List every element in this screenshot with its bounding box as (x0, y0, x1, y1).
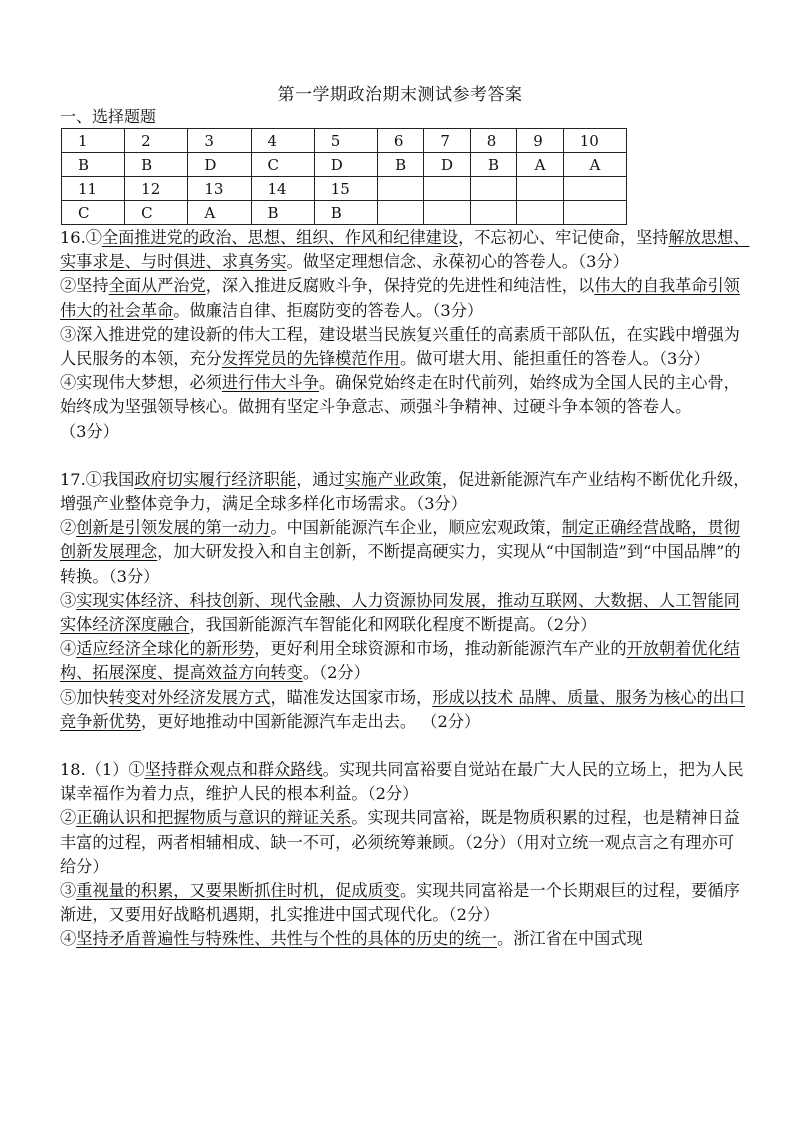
answer-table-cell: 12 (125, 177, 188, 201)
text: ，加大研发投入和自主创新，不断提高硬实力，实现从“中国制造”到“中国品牌”的转换。（3分） (60, 542, 741, 586)
text: 。做坚定理想信念、永葆初心的答卷人。（3分） (286, 252, 629, 272)
answer-table-cell: D (188, 153, 251, 177)
text: 18.（1）① (60, 760, 145, 780)
answer-table-cell: 2 (125, 129, 188, 153)
answer-table-cell: 13 (188, 177, 251, 201)
text: 17.①我国 (60, 469, 135, 489)
text: ，促进新能源汽车产业结构不断优化升级，增强产业整体竞争力，满足全球多样化市场需求。（3分） (60, 469, 750, 514)
key-point: 坚持群众观点和群众路线 (144, 760, 323, 780)
answer-table-cell (517, 201, 563, 225)
key-point: 重视量的积累，又要果断抓住时机，促成质变 (76, 881, 400, 901)
text: 。中国新能源汽车企业，顺应宏观政策， (270, 518, 562, 538)
key-point: 全面从严治党 (108, 276, 206, 296)
answer-table-row (62, 177, 627, 201)
answer-table-cell (470, 201, 516, 225)
text: ，瞄准发达国家市场， (270, 687, 433, 707)
q17-point-5 (60, 686, 750, 734)
text: ，更好地推动中国新能源汽车走出去。 （2分） (140, 711, 481, 731)
answer-table-cell (517, 177, 563, 201)
answer-table-cell: B (251, 201, 314, 225)
key-point: 实现实体经济、科技创新、现代金融、人力资源协同发展，推动互联网、大数据、人工智能同实体经济深度融合 (60, 590, 740, 635)
answer-table-cell (563, 177, 626, 201)
q16-score: （3分） (60, 421, 119, 441)
text: 。实现共同富裕，既是物质积累的过程，也是精神日益丰富的过程，两者相辅相成、缺一不可，必须统筹兼顾。（2分）（用对立统一观点言之有理亦可给分） (60, 808, 740, 876)
answer-table-cell: B (62, 153, 125, 177)
answer-table-cell: A (188, 201, 251, 225)
spacer (60, 444, 750, 468)
answer-table-cell (377, 201, 423, 225)
text: 。实现共同富裕要自觉站在最广大人民的立场上，把为人民谋幸福作为着力点，维护人民的根本利益。（2分） (60, 760, 744, 804)
q16-point-1 (60, 226, 750, 274)
text: ，我国新能源汽车智能化和网联化程度不断提高。（2分） (189, 615, 597, 635)
spacer (60, 734, 750, 758)
answer-table-cell: D (314, 153, 377, 177)
answer-table-row (62, 153, 627, 177)
key-point: 解放思想、实事求是、与时俱进、求真务实 (60, 228, 750, 272)
answer-table-cell: C (125, 201, 188, 225)
text: ，深入推进反腐败斗争，保持党的先进性和纯洁性，以 (205, 276, 595, 296)
key-point: 坚持矛盾普遍性与特殊性、共性与个性的具体的历史的统一 (76, 929, 498, 949)
answer-table-cell: 9 (517, 129, 563, 153)
q17-point-1 (60, 468, 750, 516)
answer-table-cell: A (517, 153, 563, 177)
text: ③ (60, 881, 77, 901)
answer-table (61, 128, 627, 225)
key-point: 转变对外经济发展方式 (108, 687, 271, 707)
answer-table-cell: 8 (470, 129, 516, 153)
answer-table-cell: 15 (314, 177, 377, 201)
answer-table-cell (424, 177, 470, 201)
answer-table-cell: 4 (251, 129, 314, 153)
text: ② (60, 518, 77, 538)
answer-table-cell: 1 (62, 129, 125, 153)
answer-table-cell: 5 (314, 129, 377, 153)
answer-table-cell: 7 (424, 129, 470, 153)
answer-table-cell: 3 (188, 129, 251, 153)
text: ④ (60, 929, 77, 949)
key-point: 形成以技术 品牌、质量、服务为核心的出口竞争新优势 (60, 687, 746, 731)
key-point: 制定正确经营战略，贯彻创新发展理念 (60, 518, 740, 562)
answer-table-cell: B (470, 153, 516, 177)
key-point: 发挥党员的先锋模范作用 (221, 349, 400, 369)
answer-table-cell (563, 201, 626, 225)
text: ，通过 (296, 469, 345, 489)
text: ③深入推进党的建设新的伟大工程，建设堪当民族复兴重任的高素质干部队伍，在实践中增强为人民服务的本领，充分 (60, 324, 740, 369)
key-point: 伟大的自我革命引领伟大的社会革命 (60, 276, 740, 320)
answer-table-cell: 11 (62, 177, 125, 201)
text: ② (60, 808, 77, 828)
answer-table-cell: B (377, 153, 423, 177)
answer-table-cell: D (424, 153, 470, 177)
q16-point-4 (60, 371, 750, 419)
section-title: 一、选择题题 (60, 107, 157, 126)
text: 。做可堪大用、能担重任的答卷人。（3分） (399, 349, 710, 369)
answer-table-cell: 10 (563, 129, 626, 153)
text: ，不忘初心、牢记使命，坚持 (458, 228, 669, 247)
answer-table-row (62, 201, 627, 225)
text: 。做廉洁自律、拒腐防变的答卷人。（3分） (173, 300, 484, 320)
answers-content (60, 226, 750, 952)
answer-table-cell: A (563, 153, 626, 177)
key-point: 全面推进党的政治、思想、组织、作风和纪律建设 (101, 228, 459, 247)
text: ⑤加快 (60, 687, 109, 707)
answer-table-cell: 6 (377, 129, 423, 153)
answer-table-cell: B (314, 201, 377, 225)
key-point: 创新是引领发展的第一动力 (76, 518, 271, 538)
text: ②坚持 (60, 276, 109, 296)
text: 。浙江省在中国式现 (497, 929, 643, 949)
q17-point-4 (60, 637, 750, 685)
answer-table-cell: C (251, 153, 314, 177)
text: 。实现共同富裕是一个长期艰巨的过程，要循序渐进，又要用好战略机遇期，扎实推进中国式现代化。（2分） (60, 881, 740, 925)
key-point: 实施产业政策 (344, 469, 442, 489)
answer-table-cell (377, 177, 423, 201)
q17-point-2 (60, 516, 750, 589)
page-title: 第一学期政治期末测试参考答案 (277, 85, 523, 105)
q18-point-4 (60, 927, 750, 951)
key-point: 正确认识和把握物质与意识的辩证关系 (76, 808, 352, 828)
key-point: 政府切实履行经济职能 (134, 469, 297, 489)
answer-table-cell: B (125, 153, 188, 177)
answer-table-cell: 14 (251, 177, 314, 201)
key-point: 进行伟大斗争 (221, 373, 319, 393)
text: ③ (60, 590, 77, 610)
text: ④实现伟大梦想，必须 (60, 373, 222, 393)
answer-table-cell (470, 177, 516, 201)
q18-point-2 (60, 806, 750, 879)
q16-point-2 (60, 274, 750, 322)
q16-point-3 (60, 323, 750, 371)
answer-table-cell (424, 201, 470, 225)
text: ④ (60, 639, 77, 659)
text: 。确保党始终走在时代前列，始终成为全国人民的主心骨，始终成为坚强领导核心。做拥有坚定斗争意志、顽强斗争精神、过硬斗争本领的答卷人。 (60, 373, 740, 417)
text: 。（2分） (302, 663, 370, 683)
answer-table-cell: C (62, 201, 125, 225)
text: 16.① (60, 228, 102, 247)
text: ，更好利用全球资源和市场，推动新能源汽车产业的 (254, 639, 627, 659)
q18-point-3 (60, 879, 750, 927)
q18-point-1 (60, 758, 750, 806)
key-point: 适应经济全球化的新形势 (76, 639, 255, 659)
key-point: 开放朝着优化结构、拓展深度、提高效益方向转变 (60, 639, 740, 683)
q17-point-3 (60, 589, 750, 637)
answer-table-row (62, 129, 627, 153)
